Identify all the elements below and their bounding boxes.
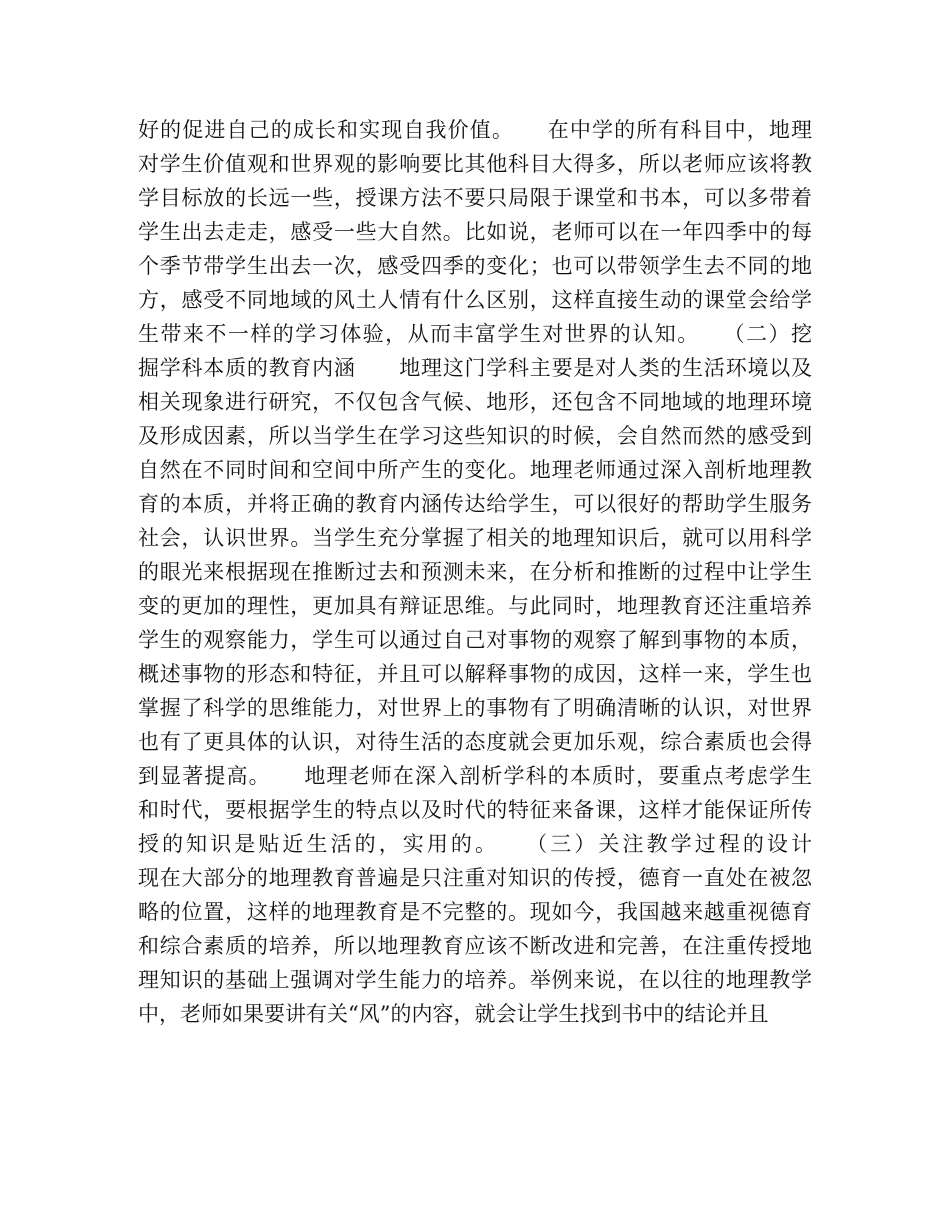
text-line: 到显著提高。 地理老师在深入剖析学科的本质时，要重点考虑学生 bbox=[138, 764, 812, 788]
text-line: 和时代，要根据学生的特点以及时代的特征来备课，这样才能保证所传 bbox=[138, 798, 812, 822]
text-line: 方，感受不同地域的风土人情有什么区别，这样直接生动的课堂会给学 bbox=[138, 288, 812, 312]
text-line: 的眼光来根据现在推断过去和预测未来，在分析和推断的过程中让学生 bbox=[138, 560, 812, 584]
text-line: 好的促进自己的成长和实现自我价值。 在中学的所有科目中，地理 bbox=[138, 118, 812, 142]
text-line: 相关现象进行研究，不仅包含气候、地形，还包含不同地域的地理环境 bbox=[138, 390, 812, 414]
text-line: 现在大部分的地理教育普遍是只注重对知识的传授，德育一直处在被忽 bbox=[138, 866, 812, 890]
text-line: 生带来不一样的学习体验，从而丰富学生对世界的认知。 （二）挖 bbox=[138, 322, 812, 346]
text-line: 理知识的基础上强调对学生能力的培养。举例来说，在以往的地理教学 bbox=[138, 968, 812, 992]
text-line: 学生的观察能力，学生可以通过自己对事物的观察了解到事物的本质， bbox=[138, 628, 812, 652]
text-line: 也有了更具体的认识，对待生活的态度就会更加乐观，综合素质也会得 bbox=[138, 730, 812, 754]
text-line: 略的位置，这样的地理教育是不完整的。现如今，我国越来越重视德育 bbox=[138, 900, 812, 924]
text-line: 授的知识是贴近生活的，实用的。 （三）关注教学过程的设计 bbox=[138, 832, 812, 856]
text-line: 学生出去走走，感受一些大自然。比如说，老师可以在一年四季中的每 bbox=[138, 220, 812, 244]
text-line: 及形成因素，所以当学生在学习这些知识的时候，会自然而然的感受到 bbox=[138, 424, 812, 448]
text-line: 个季节带学生出去一次，感受四季的变化；也可以带领学生去不同的地 bbox=[138, 254, 812, 278]
text-line: 社会，认识世界。当学生充分掌握了相关的地理知识后，就可以用科学 bbox=[138, 526, 812, 550]
text-line: 自然在不同时间和空间中所产生的变化。地理老师通过深入剖析地理教 bbox=[138, 458, 812, 482]
text-line: 中，老师如果要讲有关“风”的内容，就会让学生找到书中的结论并且 bbox=[138, 1002, 769, 1026]
text-line: 掘学科本质的教育内涵 地理这门学科主要是对人类的生活环境以及 bbox=[138, 356, 812, 380]
text-line: 掌握了科学的思维能力，对世界上的事物有了明确清晰的认识，对世界 bbox=[138, 696, 812, 720]
text-line: 概述事物的形态和特征，并且可以解释事物的成因，这样一来，学生也 bbox=[138, 662, 812, 686]
text-line: 育的本质，并将正确的教育内涵传达给学生，可以很好的帮助学生服务 bbox=[138, 492, 812, 516]
text-line: 学目标放的长远一些，授课方法不要只局限于课堂和书本，可以多带着 bbox=[138, 186, 812, 210]
text-line: 对学生价值观和世界观的影响要比其他科目大得多，所以老师应该将教 bbox=[138, 152, 812, 176]
document-body bbox=[138, 113, 812, 1031]
text-line: 变的更加的理性，更加具有辩证思维。与此同时，地理教育还注重培养 bbox=[138, 594, 812, 618]
text-line: 和综合素质的培养，所以地理教育应该不断改进和完善，在注重传授地 bbox=[138, 934, 812, 958]
